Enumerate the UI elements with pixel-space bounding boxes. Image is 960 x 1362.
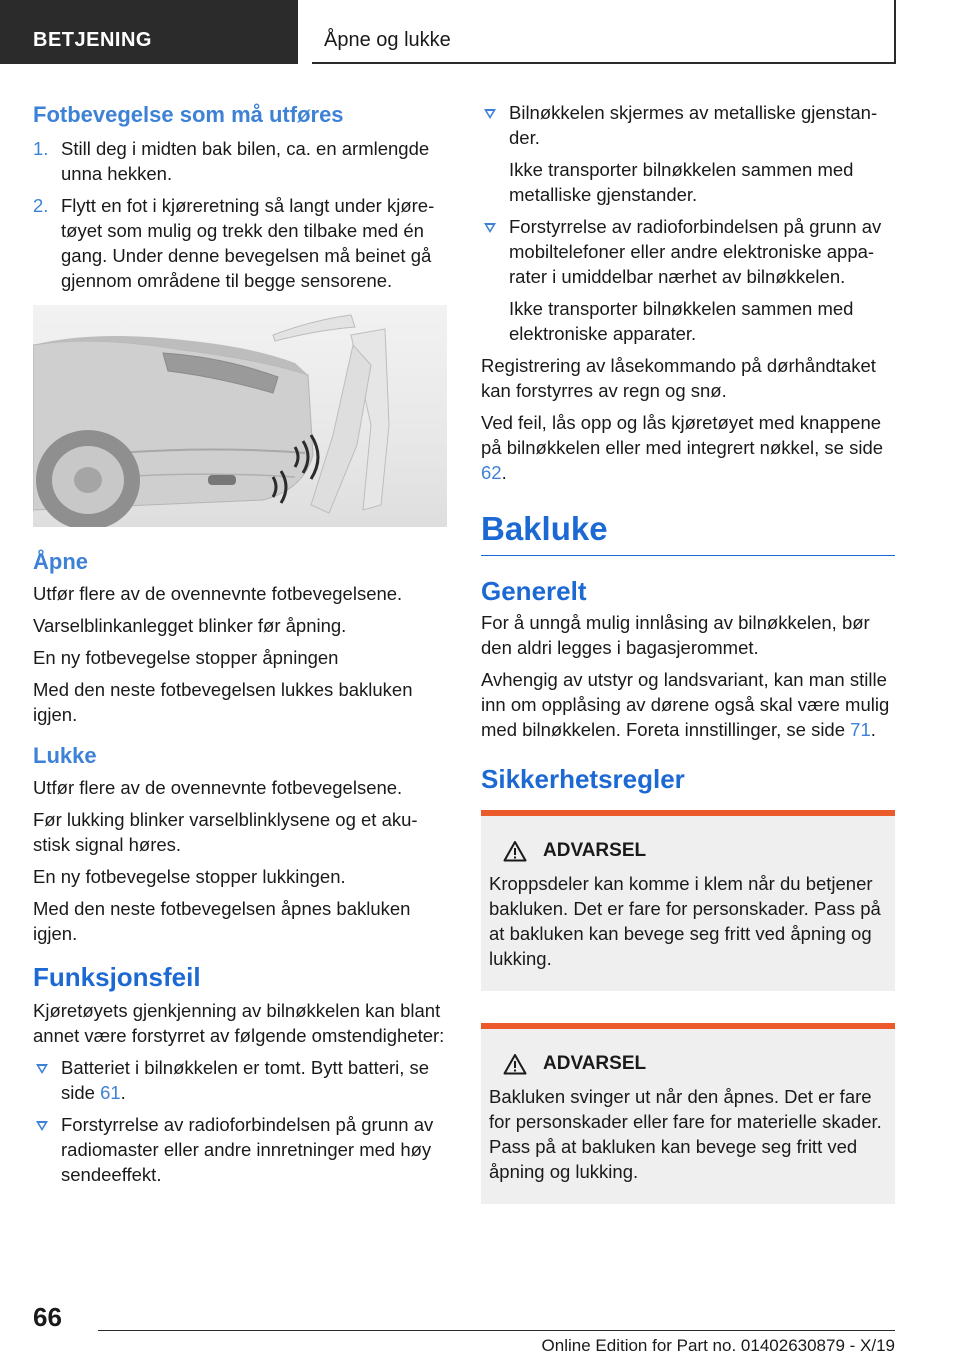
heading-foot-movement: Fotbevegelse som må utføres	[33, 102, 344, 127]
close-paragraph: En ny fotbevegelse stopper lukkingen.	[33, 866, 346, 887]
footer-divider	[98, 1330, 895, 1331]
illustration-tailgate-foot-sensor	[33, 305, 447, 527]
body-paragraph: Registrering av låsekommando på dørhåndtaket kan forstyrres av regn og snø.	[481, 355, 876, 401]
warning-title: ADVARSEL	[543, 1053, 647, 1074]
malfunction-intro: Kjøretøyets gjenkjenning av bilnøkkelen kan blant annet være forstyrret av følgende omstendigheter:	[33, 1000, 445, 1046]
header-chapter-label: Åpne og lukke	[324, 29, 451, 51]
warning-title: ADVARSEL	[543, 840, 647, 861]
open-paragraph: En ny fotbevegelse stopper åpningen	[33, 647, 339, 668]
open-paragraph: Utfør flere av de ovennevnte fotbevegelsene.	[33, 583, 403, 604]
warning-text: Bakluken svinger ut når den åpnes. Det er fare for personskader eller fare for materielle skader. Pass på at bakluken kan bevege seg fritt ved åpning og lukking.	[489, 1086, 882, 1182]
triangle-bullet-icon	[484, 223, 496, 233]
warning-triangle-icon	[503, 1053, 527, 1075]
list-item: Bilnøkkelen skjermes av metalliske gjenstander. Ikke transporter bilnøkkelen sammen med metalliske gjenstander.	[481, 100, 895, 207]
warning-triangle-icon	[503, 840, 527, 862]
interference-list	[481, 100, 895, 346]
right-column	[481, 100, 895, 1204]
footer-edition: Online Edition for Part no. 01402630879 - X/19	[541, 1336, 895, 1355]
heading-close: Lukke	[33, 743, 97, 768]
close-paragraph: Utfør flere av de ovennevnte fotbevegelsene.	[33, 777, 403, 798]
step-item: 1. Still deg i midten bak bilen, ca. en armlengde unna hekken.	[33, 138, 430, 184]
heading-general: Generelt	[481, 576, 587, 606]
open-paragraph: Varselblinkanlegget blinker før åpning.	[33, 615, 347, 636]
triangle-bullet-icon	[36, 1121, 48, 1131]
warning-box	[481, 1023, 895, 1204]
malfunction-list	[33, 1055, 447, 1187]
warning-box	[481, 810, 895, 991]
car-foot-illustration	[33, 305, 447, 527]
warning-text: Kroppsdeler kan komme i klem når du betjener bakluken. Det er fare for personskader. Pass på at bakluken kan bevege seg fritt ved åpning og lukking.	[489, 873, 881, 969]
close-paragraph: Med den neste fotbevegelsen åpnes bakluken igjen.	[33, 898, 411, 944]
body-paragraph: Avhengig av utstyr og landsvariant, kan man stille inn om opplåsing av dørene også skal være mulig med bilnøkkelen. Foreta innstillinger, se side 71.	[481, 669, 890, 740]
page-number: 66	[33, 1302, 62, 1332]
header-section-tab	[0, 0, 298, 64]
list-item: Forstyrrelse av radioforbindelsen på grunn av mobiltelefoner eller andre elektroniske apparater i umiddelbar nærhet av bilnøkkelen. Ikke transporter bilnøkkelen sammen med elektroniske apparater.	[481, 214, 895, 346]
body-paragraph: Ved feil, lås opp og lås kjøretøyet med knappene på bilnøkkelen eller med integrert nøkkel, se side 62.	[481, 412, 884, 483]
left-column	[33, 100, 447, 1194]
page-link[interactable]: 61	[100, 1082, 121, 1103]
body-paragraph: For å unngå mulig innlåsing av bilnøkkelen, bør den aldri legges i bagasjerommet.	[481, 612, 870, 658]
heading-safety-rules: Sikkerhetsregler	[481, 764, 685, 794]
heading-tailgate: Bakluke	[481, 509, 895, 556]
triangle-bullet-icon	[484, 109, 496, 119]
triangle-bullet-icon	[36, 1064, 48, 1074]
open-paragraph: Med den neste fotbevegelsen lukkes bakluken igjen.	[33, 679, 413, 725]
heading-open: Åpne	[33, 549, 88, 574]
step-item: 2. Flytt en fot i kjøreretning så langt under kjøretøyet som mulig og trekk den tilbake med én gang. Under denne bevegelsen må beinet gå gjennom områdene til begge sensorene.	[33, 195, 435, 291]
page-link[interactable]: 62	[481, 462, 502, 483]
step-list	[33, 136, 447, 293]
header-chapter-tab	[312, 0, 896, 64]
heading-malfunction: Funksjonsfeil	[33, 962, 201, 992]
list-item: Forstyrrelse av radioforbindelsen på grunn av radiomaster eller andre innretninger med høy sendeeffekt.	[33, 1112, 447, 1187]
header-section-label: BETJENING	[33, 29, 152, 51]
list-item: Batteriet i bilnøkkelen er tomt. Bytt batteri, se side 61.	[33, 1055, 447, 1105]
page-link[interactable]: 71	[850, 719, 871, 740]
close-paragraph: Før lukking blinker varselblinklysene og et akustisk signal høres.	[33, 809, 418, 855]
